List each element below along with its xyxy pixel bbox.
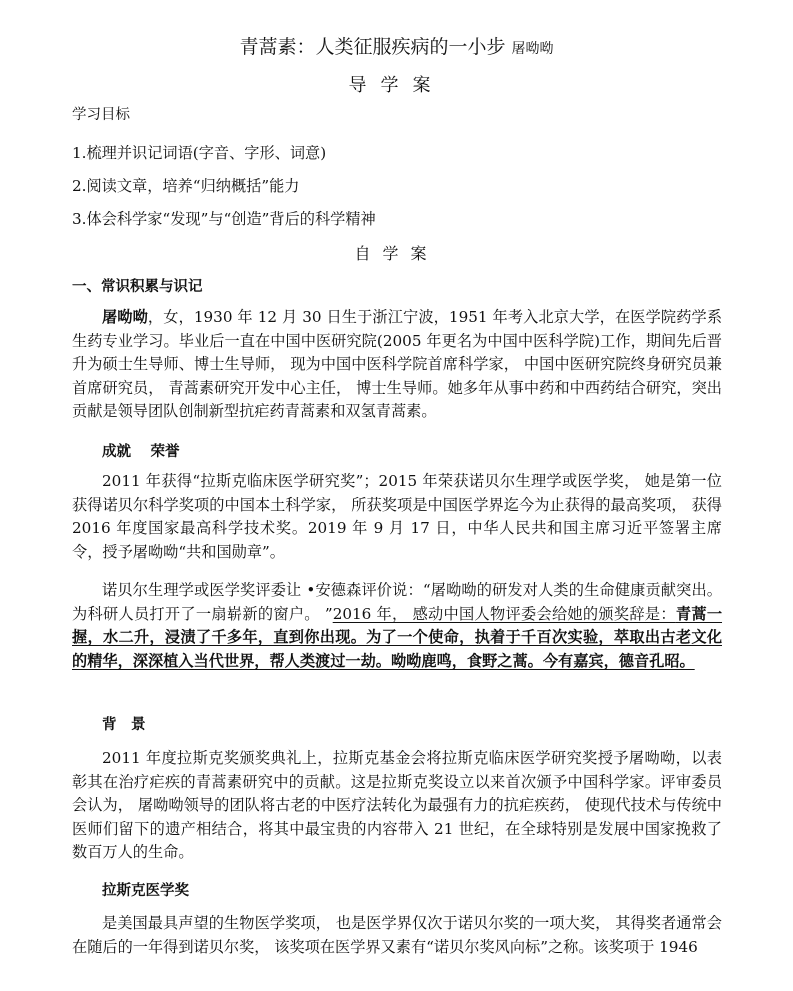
lasker-heading: 拉斯克医学奖	[102, 883, 189, 899]
award-citation: 青蒿一握，水二升，浸渍了千多年，直到你出现。为了一个使命，执着于千百次实验，萃取出古老文化的精华，深深植入当代世界，帮人类渡过一劫。呦呦鹿鸣，食野之蒿。今有嘉宾，德音孔昭。	[72, 604, 723, 670]
nobel-paragraph	[72, 579, 722, 673]
lasker-paragraph: 是美国最具声望的生物医学奖项， 也是医学界仅次于诺贝尔奖的一项大奖， 其得奖者通常会在随后的一年得到诺贝尔奖， 该奖项在医学界又素有“诺贝尔奖风向标”之称。该奖项于 1946	[72, 914, 722, 956]
title-text: 青蒿素：人类征服疾病的一小步	[239, 36, 506, 58]
background-paragraph: 2011 年度拉斯克奖颁奖典礼上，拉斯克基金会将拉斯克临床医学研究奖授予屠呦呦，以表彰其在治疗疟疾的青蒿素研究中的贡献。这是拉斯克奖设立以来首次颁予中国科学家。评审委员会认为， 屠呦呦领导的团队将古老的中医疗法转化为最强有力的抗疟疾药， 使现代技术与传统中医师们留下的遗产相结合，将其中最宝贵的内容带入 21 世纪，在全球特别是发展中国家挽救了数百万人的生命。	[72, 749, 722, 861]
background-heading: 背 景	[102, 717, 146, 733]
self-study-title: 自学案	[354, 244, 439, 263]
touching-china-intro: 2016 年， 感动中国人物评委会给她的颁奖辞是：	[332, 604, 676, 623]
title-author: 屠呦呦	[511, 41, 554, 57]
objective-item-2: 2.阅读文章，培养“归纳概括”能力	[72, 177, 300, 195]
guide-title: 导学案	[348, 75, 445, 96]
bio-name: 屠呦呦	[102, 308, 148, 326]
honors-heading: 成就 荣誉	[102, 444, 180, 460]
section1-heading: 一、常识积累与识记	[72, 279, 203, 295]
objective-item-1: 1.梳理并识记词语(字音、字形、词意)	[72, 144, 327, 162]
document-title	[0, 32, 793, 59]
nobel-quote: 诺贝尔生理学或医学奖评委让 •安德森评价说：“屠呦呦的研发对人类的生命健康贡献突出。为科研人员打开了一扇崭新的窗户。 ”	[72, 581, 722, 623]
bio-text: ，女，1930 年 12 月 30 日生于浙江宁波，1951 年考入北京大学，在医学院药学系生药专业学习。毕业后一直在中国中医研究院(2005 年更名为中国中医科学院)工作，期间先后晋升为硕士生导师、博士生导师， 现为中国中医科学院首席科学家， 中国中医研究院终身研究员兼首席研究员， 青蒿素研究开发中心主任， 博士生导师。她多年从事中药和中西药结合研究，突出贡献是领导团队创制新型抗疟药青蒿素和双氢青蒿素。	[72, 308, 723, 420]
objectives-heading: 学习目标	[72, 107, 130, 123]
objective-item-3: 3.体会科学家“发现”与“创造”背后的科学精神	[72, 210, 376, 228]
honors-paragraph: 2011 年获得“拉斯克临床医学研究奖”；2015 年荣获诺贝尔生理学或医学奖， 她是第一位获得诺贝尔科学奖项的中国本土科学家， 所获奖项是中国医学界迄今为止获得的最高奖项， 获得 2016 年度国家最高科学技术奖。2019 年 9 月 17 日，中华人民共和国主席习近平签署主席令，授予屠呦呦“共和国勋章”。	[72, 472, 722, 561]
bio-paragraph	[72, 306, 722, 424]
